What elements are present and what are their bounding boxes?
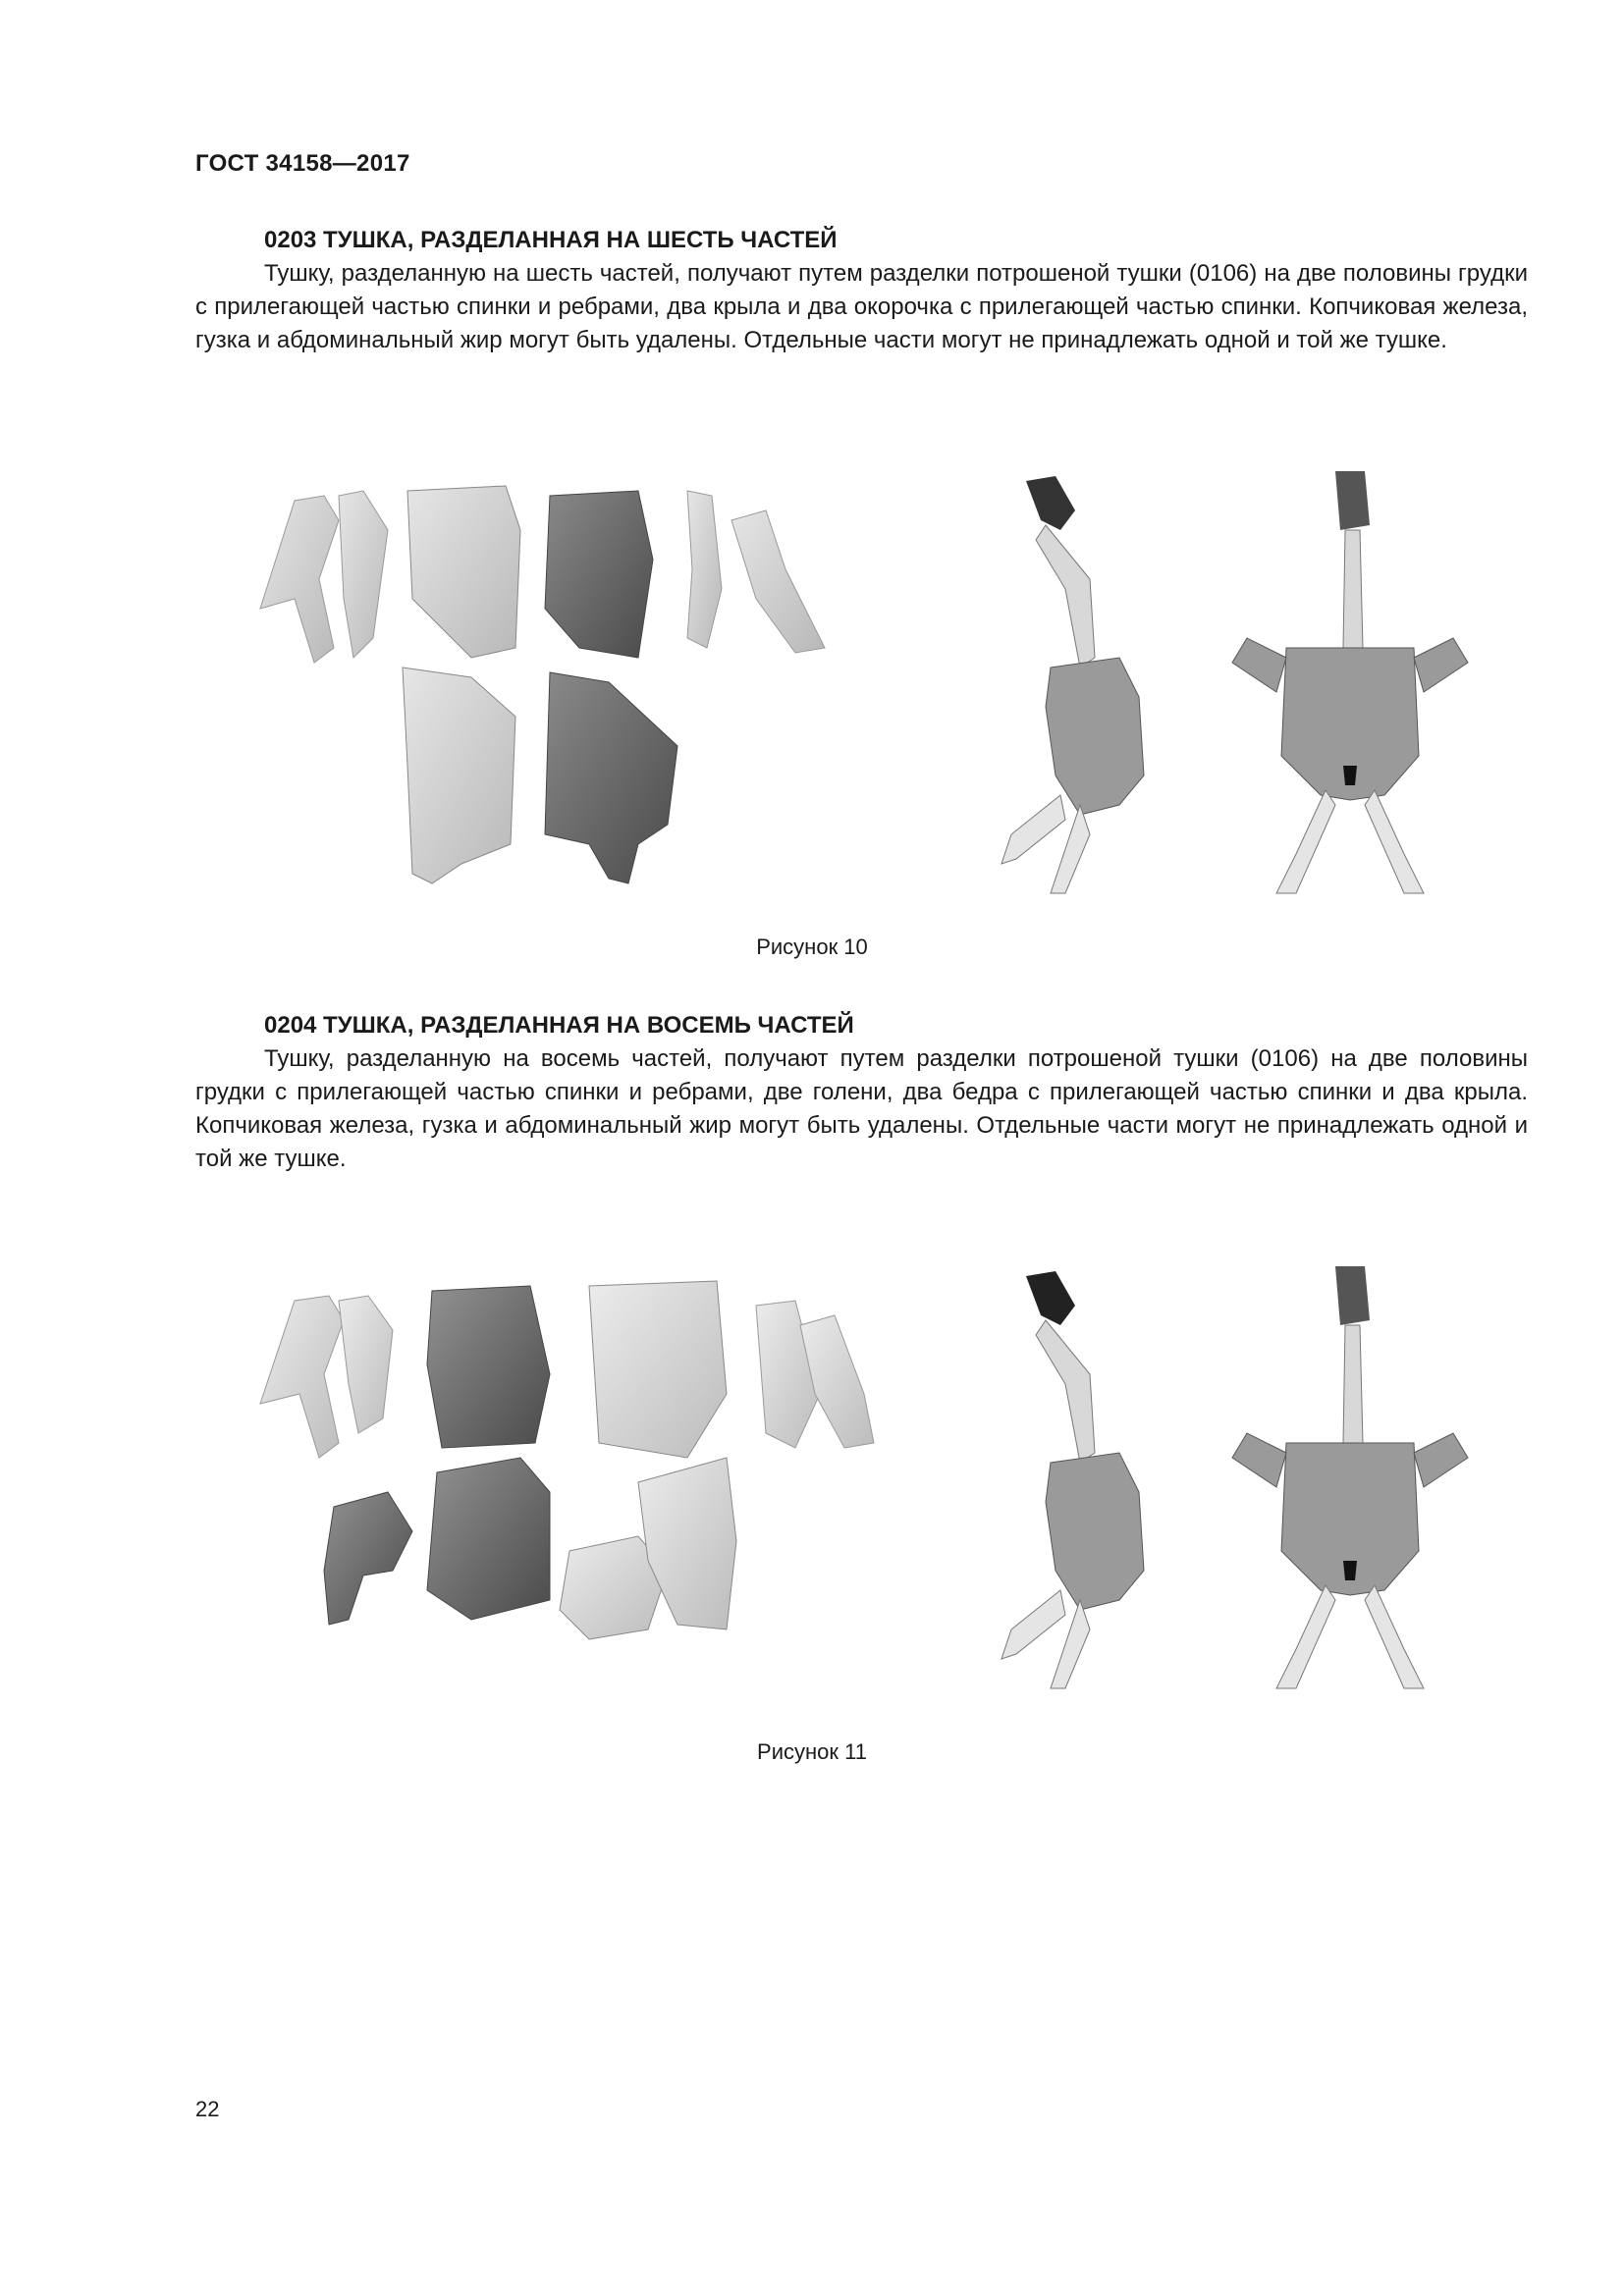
- page-number: 22: [195, 2097, 220, 2121]
- section-0203: [195, 224, 1528, 357]
- document-header: ГОСТ 34158—2017: [195, 150, 410, 177]
- section-text: Тушку, разделанную на шесть частей, получают путем разделки потрошеной тушки (0106) на две половины грудки с прилегающей частью спинки и ребрами, два крыла и два окорочка с прилегающей частью спинки. Копчиковая железа, гузка и абдоминальный жир могут быть удалены. Отдельные части могут не принадлежать одной и той же тушке.: [195, 260, 1528, 353]
- figure-10: [0, 452, 1624, 923]
- figure-11-illustration: [0, 1247, 1624, 1718]
- figure-11-caption: Рисунок 11: [757, 1739, 867, 1764]
- eight-parts-photo: [260, 1281, 874, 1639]
- bird-front-diagram: [1232, 1266, 1468, 1688]
- section-title: 0203 ТУШКА, РАЗДЕЛАННАЯ НА ШЕСТЬ ЧАСТЕЙ: [264, 227, 838, 253]
- bird-side-diagram: [1001, 476, 1144, 893]
- section-0204: [195, 1009, 1528, 1176]
- figure-10-illustration: [0, 452, 1624, 923]
- section-title: 0204 ТУШКА, РАЗДЕЛАННАЯ НА ВОСЕМЬ ЧАСТЕЙ: [264, 1012, 854, 1039]
- six-parts-photo: [260, 486, 825, 883]
- bird-front-diagram: [1232, 471, 1468, 893]
- section-text: Тушку, разделанную на восемь частей, получают путем разделки потрошеной тушки (0106) на две половины грудки с прилегающей частью спинки и ребрами, две голени, два бедра с прилегающей частью спинки и два крыла. Копчиковая железа, гузка и абдоминальный жир могут быть удалены. Отдельные части могут не принадлежать одной и той же тушке.: [195, 1045, 1528, 1172]
- bird-side-diagram: [1001, 1271, 1144, 1688]
- figure-10-caption: Рисунок 10: [756, 934, 868, 959]
- figure-11: [0, 1247, 1624, 1718]
